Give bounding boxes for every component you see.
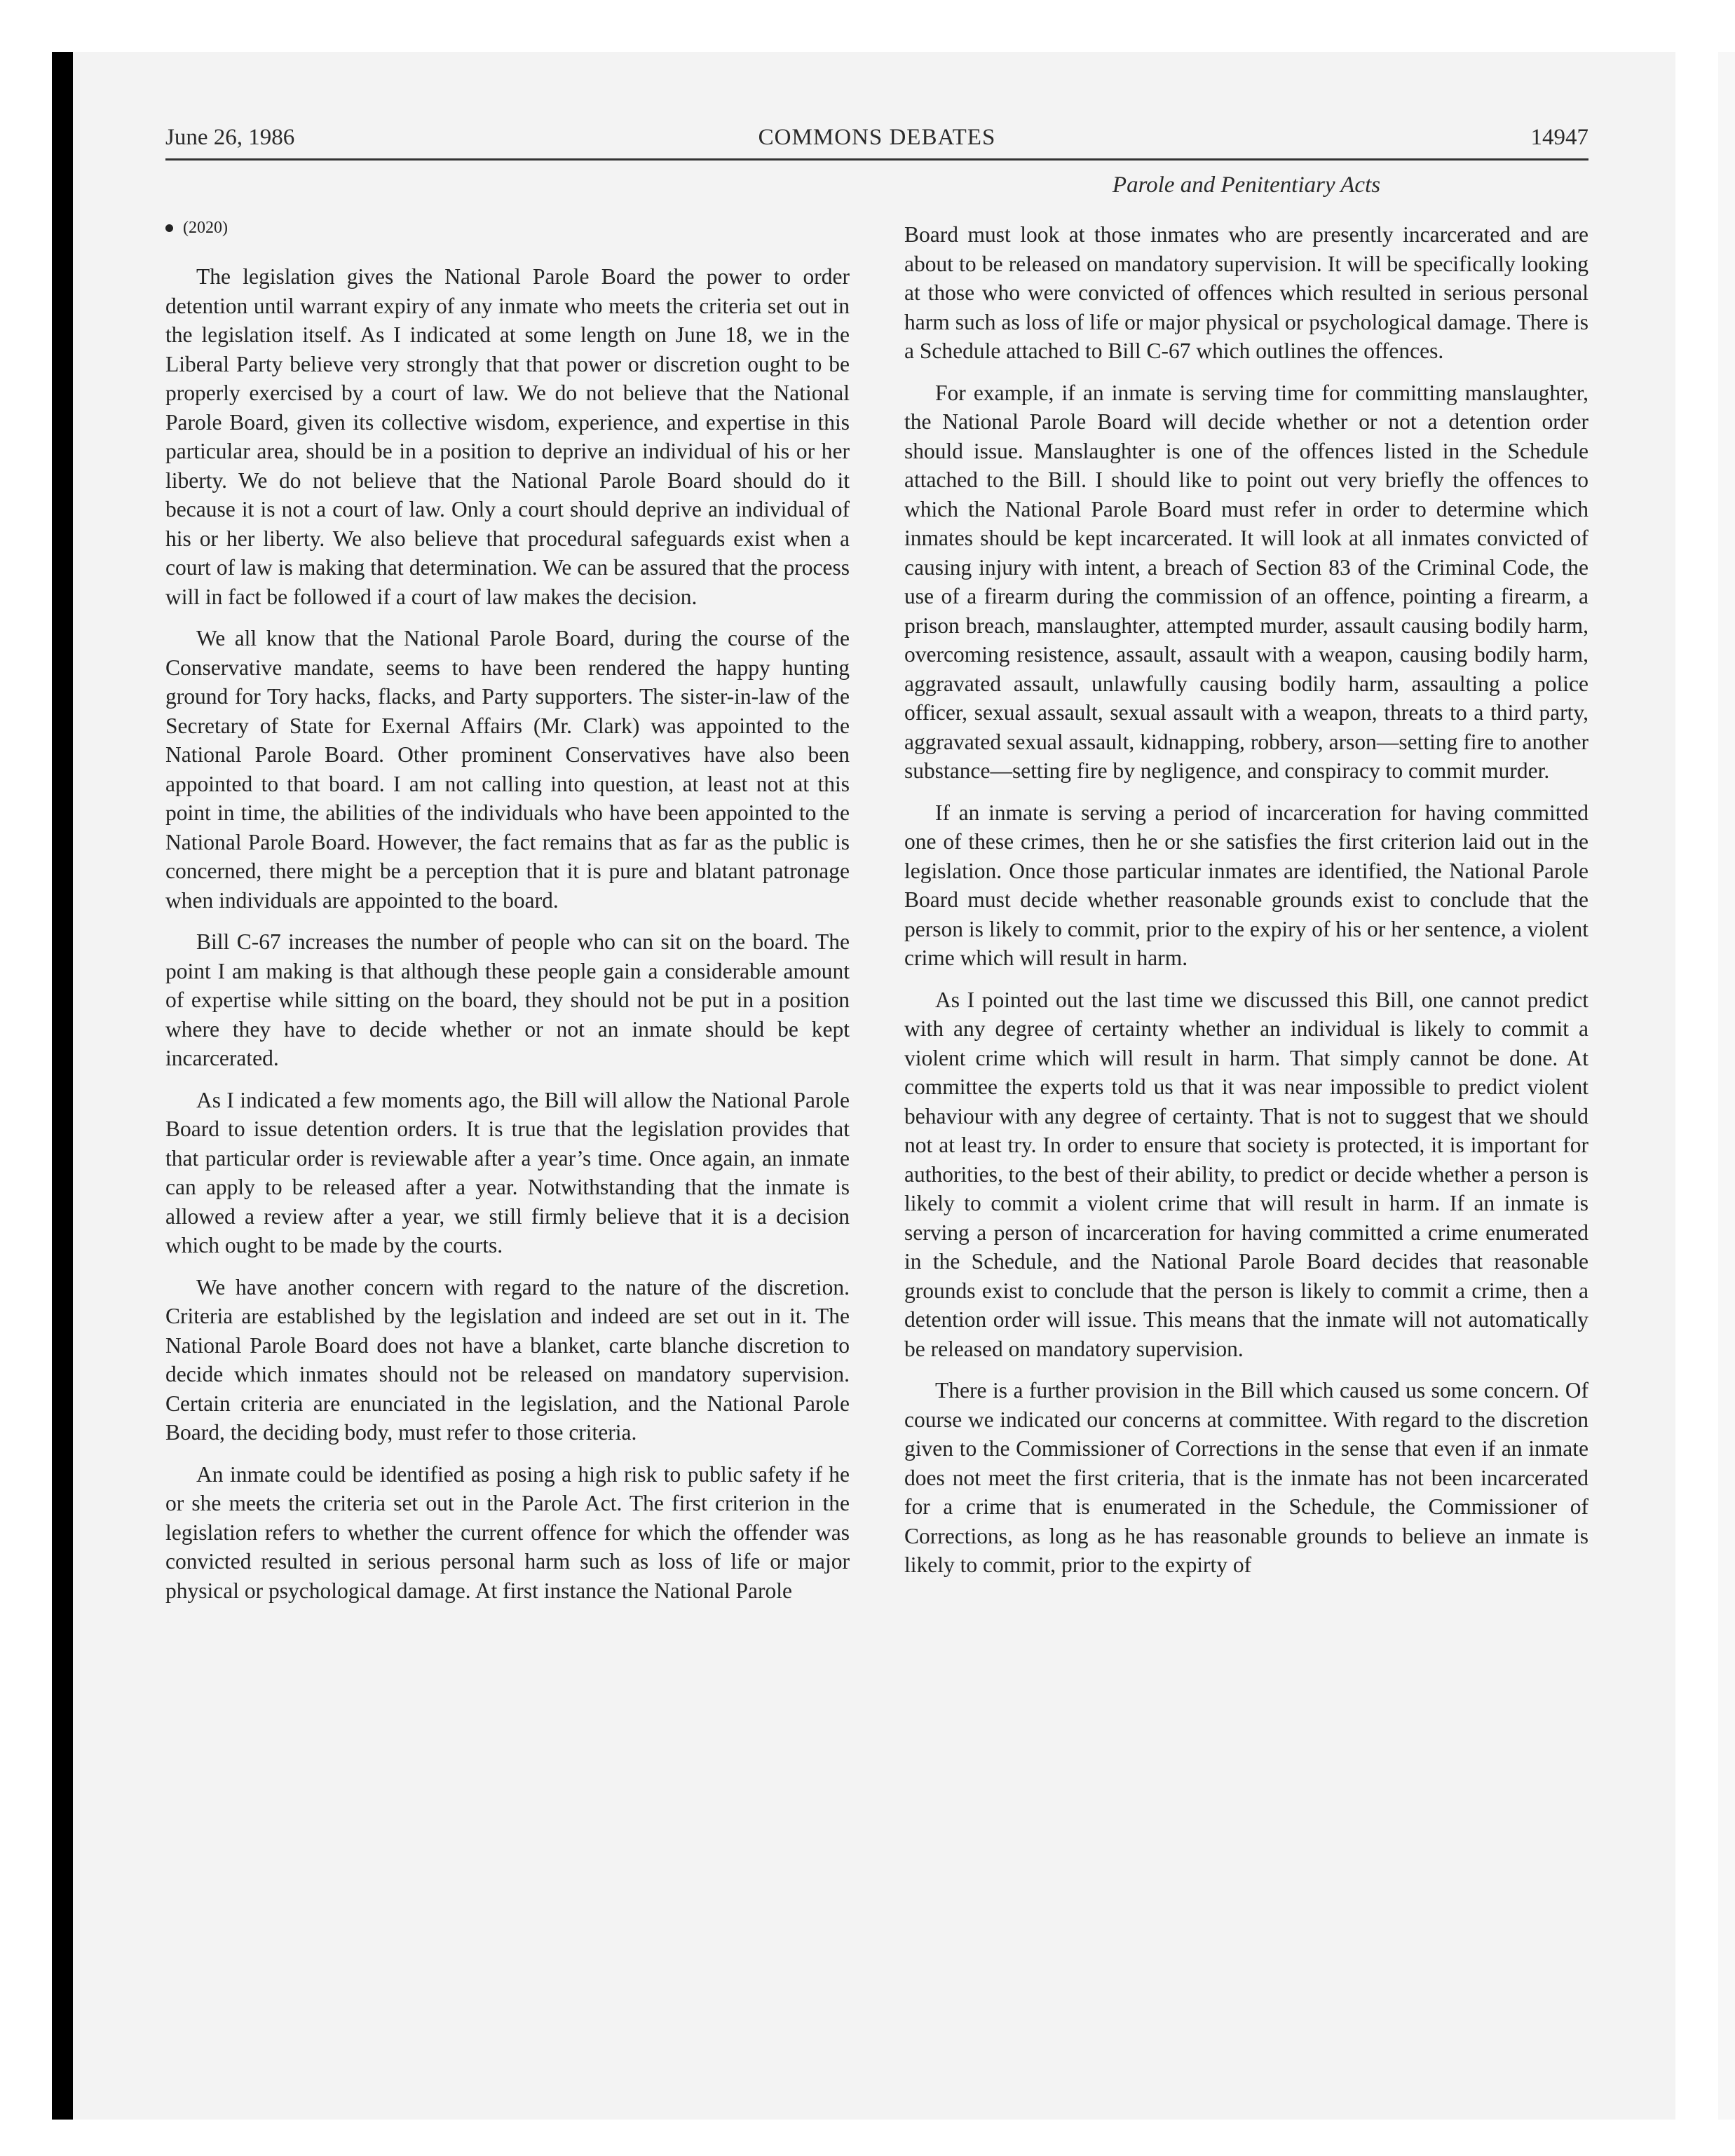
paragraph: We all know that the National Parole Board, during the course of the Conservative mandate, seems to have been rendered the happy hunting ground for Tory hacks, flacks, and Party supporters. The sister-in-law of the Secretary of State for Exernal Affairs (Mr. Clark) was appointed to the National Parole Board. Other prominent Conservatives have also been appointed to that board. I am not calling into question, at least not at this point in time, the abilities of the individuals who have been appointed to the National Parole Board. However, the fact remains that as far as the public is concerned, there might be a perception that it is pure and blatant patronage when individuals are appointed to the board. xyxy=(165,626,850,913)
paragraph: Board must look at those inmates who are presently incarcerated and are about to be released on mandatory supervision. It will be specifically looking at those who were convicted of offences which resulted in serious personal harm such as loss of life or major physical or psychological damage. There is a Schedule attached to Bill C-67 which outlines the offences. xyxy=(904,222,1588,363)
paragraph: We have another concern with regard to the nature of the discretion. Criteria are established by the legislation and indeed are set out in it. The National Parole Board does not have a blanket, carte blanche discretion to decide which inmates should not be released on mandatory supervision. Certain criteria are enunciated in the legislation, and the National Parole Board, the deciding body, must refer to those criteria. xyxy=(165,1274,850,1445)
paragraph: There is a further provision in the Bill which caused us some concern. Of course we indicated our concerns at committee. With regard to the discretion given to the Commissioner of Corrections in the sense that even if an inmate does not meet the first criteria, that is the inmate has not been incarcerated for a crime that is enumerated in the Schedule, the Commissioner of Corrections, as long as he has reasonable grounds to believe an inmate is likely to commit, prior to the expirty of xyxy=(904,1378,1588,1577)
paragraph: As I pointed out the last time we discussed this Bill, one cannot predict with any degree of certainty whether an individual is likely to commit a violent crime which will result in harm. That simply cannot be done. At committee the experts told us that it was near impossible to predict violent behaviour with any degree of certainty. That is not to suggest that we should not at least try. In order to ensure that society is protected, it is important for authorities, to the best of their ability, to predict or decide whether a person is likely to commit a violent crime that will result in harm. If an inmate is serving a person of incarceration for having committed a crime enumerated in the Schedule, and the National Parole Board decides that reasonable grounds exist to conclude that the person is likely to commit a crime, then a detention order will issue. This means that the inmate will not automatically be released on mandatory supervision. xyxy=(904,987,1588,1361)
scan-right-margin xyxy=(1718,52,1735,2120)
paragraph: As I indicated a few moments ago, the Bill will allow the National Parole Board to issue detention orders. It is true that the legislation provides that that particular order is reviewable after a year’s time. Once again, an inmate can apply to be released after a year. Notwithstanding that the inmate is allowed a review after a year, we still firmly believe that it is a decision which ought to be made by the courts. xyxy=(165,1087,850,1257)
time-marker xyxy=(165,217,850,238)
paragraph: An inmate could be identified as posing a high risk to public safety if he or she meets the criteria set out in the Parole Act. The first criterion in the legislation refers to whether the current offence for which the offender was convicted resulted in serious personal harm such as loss of life or major physical or psychological damage. At first instance the National Parole xyxy=(165,1461,850,1603)
header-page-number: 14947 xyxy=(1530,125,1588,150)
header-date: June 26, 1986 xyxy=(165,125,295,150)
header-publication: COMMONS DEBATES xyxy=(758,125,996,150)
paragraph: The legislation gives the National Parole Board the power to order detention until warrant expiry of any inmate who meets the criteria set out in the legislation itself. As I indicated at some length on June 18, we in the Liberal Party believe very strongly that that power or discretion ought to be properly exercised by a court of law. We do not believe that the National Parole Board, given its collective wisdom, experience, and expertise in this particular area, should be in a position to deprive an individual of his or her liberty. We do not believe that the National Parole Board should do it because it is not a court of law. Only a court should deprive an individual of his or her liberty. We also believe that procedural safeguards exist when a court of law is making that determination. We can be assured that the process will in fact be followed if a court of law makes the decision. xyxy=(165,264,850,609)
running-header xyxy=(165,125,1588,161)
bullet-icon xyxy=(165,224,173,232)
right-column xyxy=(904,220,1588,1592)
left-column xyxy=(165,217,850,1618)
paragraph: Bill C-67 increases the number of people who can sit on the board. The point I am making is that although these people gain a considerable amount of expertise while sitting on the board, they should not be put in a position where they have to decide whether or not an inmate should be kept incarcerated. xyxy=(165,929,850,1070)
paragraph: For example, if an inmate is serving time for committing manslaughter, the National Parole Board will decide whether or not a detention order should issue. Manslaughter is one of the offences listed in the Schedule attached to the Bill. I should like to point out very briefly the offences to which the National Parole Board must refer in order to determine which inmates should be kept incarcerated. It will look at all inmates convicted of causing injury with intent, a breach of Section 83 of the Criminal Code, the use of a firearm during the commission of an offence, pointing a firearm, a prison breach, manslaughter, attempted murder, assault causing bodily harm, overcoming resistence, assault, assault with a weapon, causing bodily harm, aggravated assault, unlawfully causing bodily harm, assaulting a police officer, sexual assault, sexual assault with a weapon, threats to a third party, aggravated sexual assault, kidnapping, robbery, arson—setting fire to another substance—setting fire by negligence, and conspiracy to commit murder. xyxy=(904,380,1588,783)
scan-edge-shadow xyxy=(52,52,73,2120)
paragraph: If an inmate is serving a period of incarceration for having committed one of these crimes, then he or she satisfies the first criterion laid out in the legislation. Once those particular inmates are identified, the National Parole Board must decide whether reasonable grounds exist to conclude that the person is likely to commit, prior to the expiry of his or her sentence, a violent crime which will result in harm. xyxy=(904,800,1588,970)
section-title: Parole and Penitentiary Acts xyxy=(1112,172,1381,198)
time-marker-label: (2020) xyxy=(183,219,228,237)
